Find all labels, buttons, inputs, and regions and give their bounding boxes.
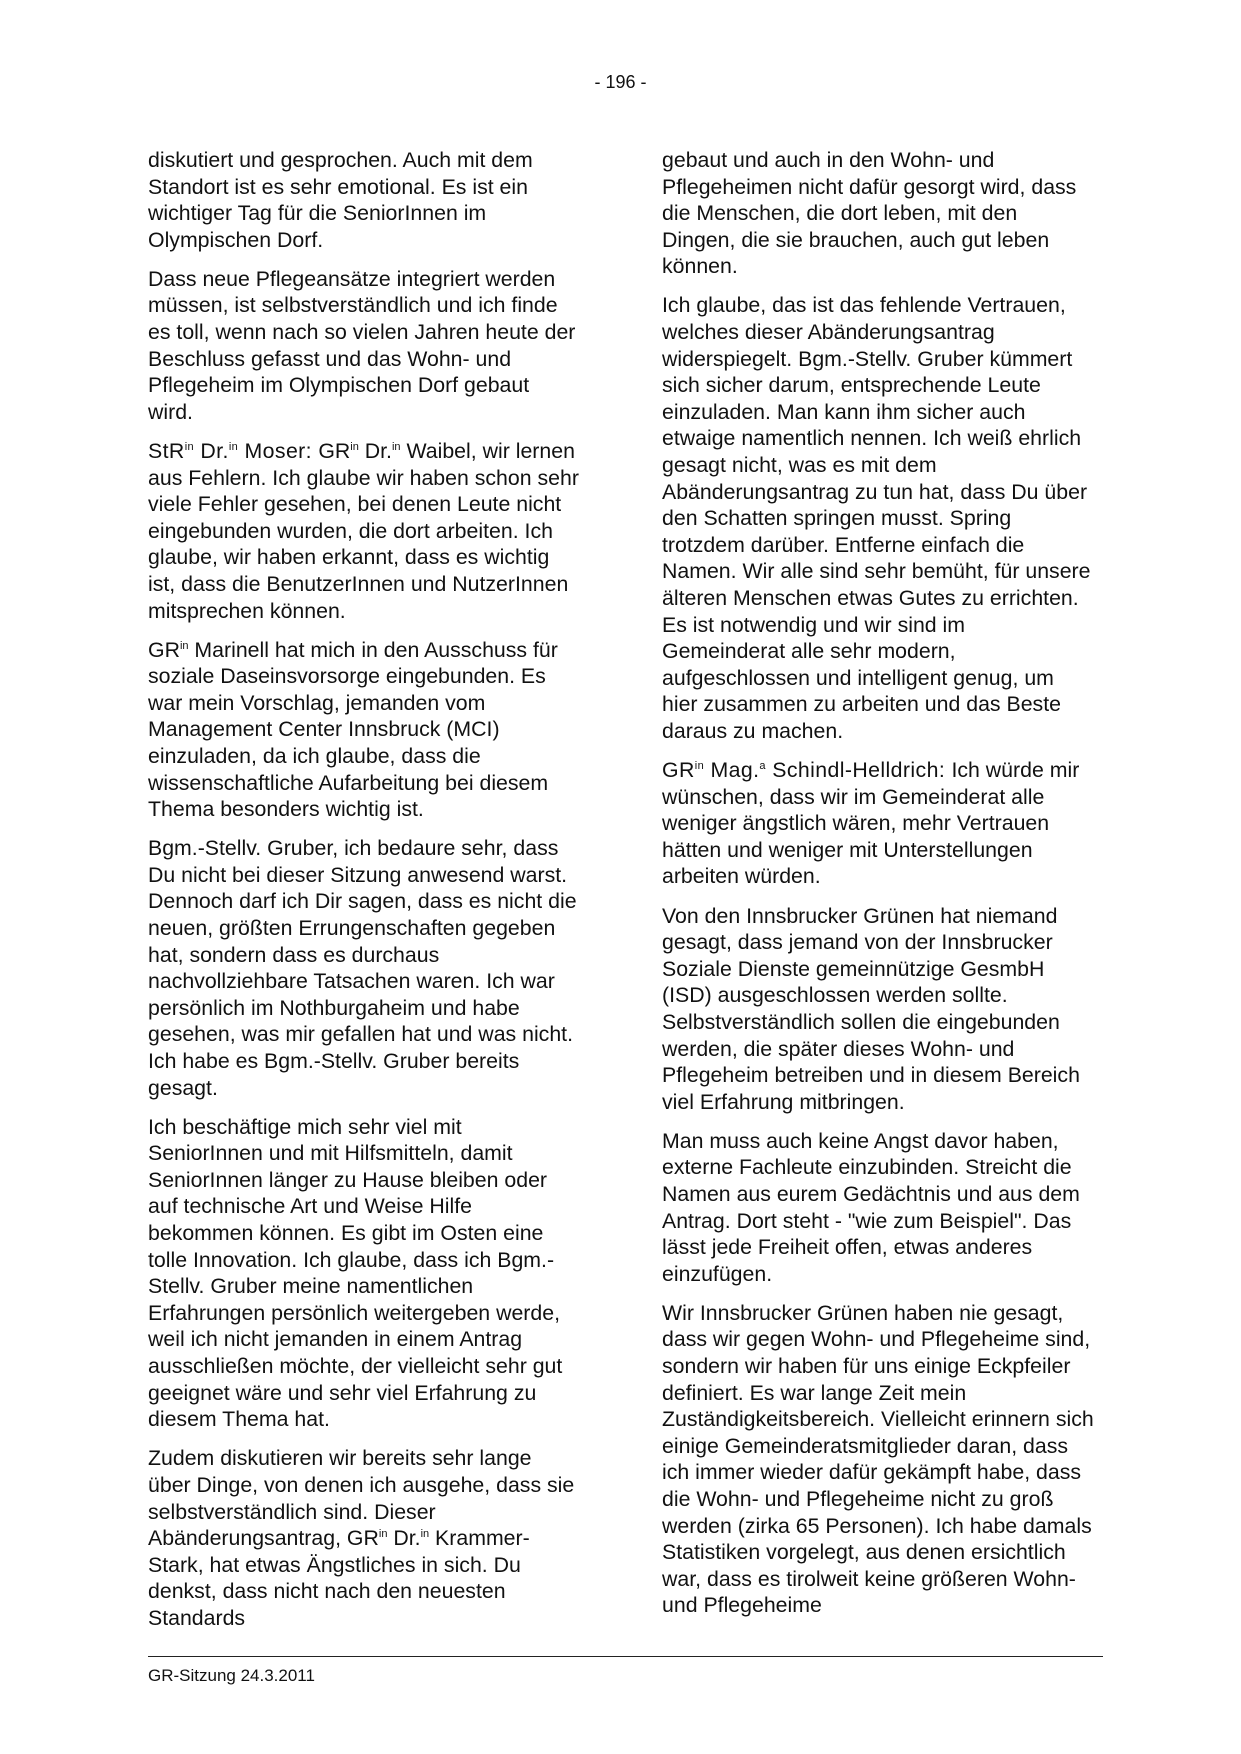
paragraph: Dass neue Pflegeansätze integriert werden müssen, ist selbstverständlich und ich finde es toll, wenn nach so vielen Jahren heute der Beschluss gefasst und das Wohn- und Pflegeheim im Olympischen Dorf gebaut wird. (148, 266, 576, 424)
footer-session-date: GR-Sitzung 24.3.2011 (148, 1666, 315, 1685)
footer-divider (148, 1656, 1103, 1657)
paragraph: Ich beschäftige mich sehr viel mit SeniorInnen und mit Hilfsmitteln, damit SeniorInnen länger zu Hause bleiben oder auf technische Art und Weise Hilfe bekommen können. Es gibt im Osten eine tolle Innovation. Ich glaube, dass ich Bgm.-Stellv. Gruber meine namentlichen Erfahrungen persönlich weitergeben werde, weil ich nicht jemanden in einem Antrag ausschließen möchte, der vielleicht sehr gut geeignet wäre und sehr viel Erfahrung zu diesem Thema hat. (148, 1114, 563, 1432)
paragraph: Man muss auch keine Angst davor haben, externe Fachleute einzubinden. Streicht die Namen aus eurem Gedächtnis und aus dem Antrag. Dort steht - "wie zum Beispiel". Das lässt jede Freiheit offen, etwas anderes einzufügen. (662, 1128, 1080, 1286)
paragraph: gebaut und auch in den Wohn- und Pflegeheimen nicht dafür gesorgt wird, dass die Menschen, die dort leben, mit den Dingen, die sie brauchen, auch gut leben können. (662, 148, 1077, 279)
paragraph: diskutiert und gesprochen. Auch mit dem Standort ist es sehr emotional. Es ist ein wichtiger Tag für die SeniorInnen im Olympischen Dorf. (148, 148, 533, 252)
page-number: - 196 - (594, 72, 647, 92)
paragraph-speaker-moser: StR$^{in}$ Dr.$^{in}$ Moser: $GR^{in}$ Dr.$^{in}$ Waibel, wir lernen aus Fehlern. Ich glaube wir haben schon sehr viele Fehler gesehen, bei denen Leute nicht eingebunden wurden, die dort arbeiten. Ich glaube, wir haben erkannt, dass es wichtig ist, dass die BenutzerInnen und NutzerInnen mitsprechen können. (148, 438, 579, 623)
right-column (662, 147, 1094, 1631)
paragraph: Von den Innsbrucker Grünen hat niemand gesagt, dass jemand von der Innsbrucker Soziale Dienste gemeinnützige GesmbH (ISD) ausgeschlossen werden sollte. Selbstverständlich sollen die eingebunden werden, die später dieses Wohn- und Pflegeheim betreiben und in diesem Bereich viel Erfahrung mitbringen. (662, 903, 1080, 1114)
paragraph: $GR^{in}$ Marinell hat mich in den Ausschuss für soziale Daseinsvorsorge eingebunden. Es war mein Vorschlag, jemanden vom Management Center Innsbruck (MCI) einzuladen, da ich glaube, dass die wissenschaftliche Aufarbeitung bei diesem Thema besonders wichtig ist. (148, 637, 558, 822)
paragraph-speaker-schindl-helldrich: $GR^{in}$ Mag.$^a$ Schindl-Helldrich: Ich würde mir wünschen, dass wir im Gemeinderat alle weniger ängstlich wären, mehr Vertrauen hätten und weniger mit Unterstellungen arbeiten würden. (662, 758, 1080, 889)
paragraph: Bgm.-Stellv. Gruber, ich bedaure sehr, dass Du nicht bei dieser Sitzung anwesend warst. Dennoch darf ich Dir sagen, dass es nicht die neuen, größten Errungenschaften gegeben hat, sondern dass es durchaus nachvollziehbare Tatsachen waren. Ich war persönlich im Nothburgaheim und habe gesehen, was mir gefallen hat und was nicht. Ich habe es Bgm.-Stellv. Gruber bereits gesagt. (148, 836, 577, 1100)
left-column (148, 147, 580, 1644)
speaker-name: $GR^{in}$ Mag.$^a$ Schindl-Helldrich: (662, 758, 952, 783)
speaker-name: StR$^{in}$ Dr.$^{in}$ Moser: (148, 438, 319, 463)
paragraph: Zudem diskutieren wir bereits sehr lange über Dinge, von denen ich ausgehe, dass sie selbstverständlich sind. Dieser Abänderungsantrag, $GR^{in}$ Dr.$^{in}$ Krammer-Stark, hat etwas Ängstliches in sich. Du denkst, dass nicht nach den neuesten Standards (148, 1446, 575, 1630)
paragraph: Wir Innsbrucker Grünen haben nie gesagt, dass wir gegen Wohn- und Pflegeheime sind, sondern wir haben für uns einige Eckpfeiler definiert. Es war lange Zeit mein Zuständigkeitsbereich. Vielleicht erinnern sich einige Gemeinderatsmitglieder daran, dass ich immer wieder dafür gekämpft habe, dass die Wohn- und Pflegeheime nicht zu groß werden (zirka 65 Personen). Ich habe damals Statistiken vorgelegt, aus denen ersichtlich war, dass es tirolweit keine größeren Wohn- und Pflegeheime (662, 1300, 1094, 1618)
paragraph: Ich glaube, das ist das fehlende Vertrauen, welches dieser Abänderungsantrag widerspiegelt. Bgm.-Stellv. Gruber kümmert sich sicher darum, entsprechende Leute einzuladen. Man kann ihm sicher auch etwaige namentlich nennen. Ich weiß ehrlich gesagt nicht, was es mit dem Abänderungsantrag zu tun hat, dass Du über den Schatten springen musst. Spring trotzdem darüber. Entferne einfach die Namen. Wir alle sind sehr bemüht, für unsere älteren Menschen etwas Gutes zu errichten. Es ist notwendig und wir sind im Gemeinderat alle sehr modern, aufgeschlossen und intelligent genug, um hier zusammen zu arbeiten und das Beste daraus zu machen. (662, 293, 1091, 743)
